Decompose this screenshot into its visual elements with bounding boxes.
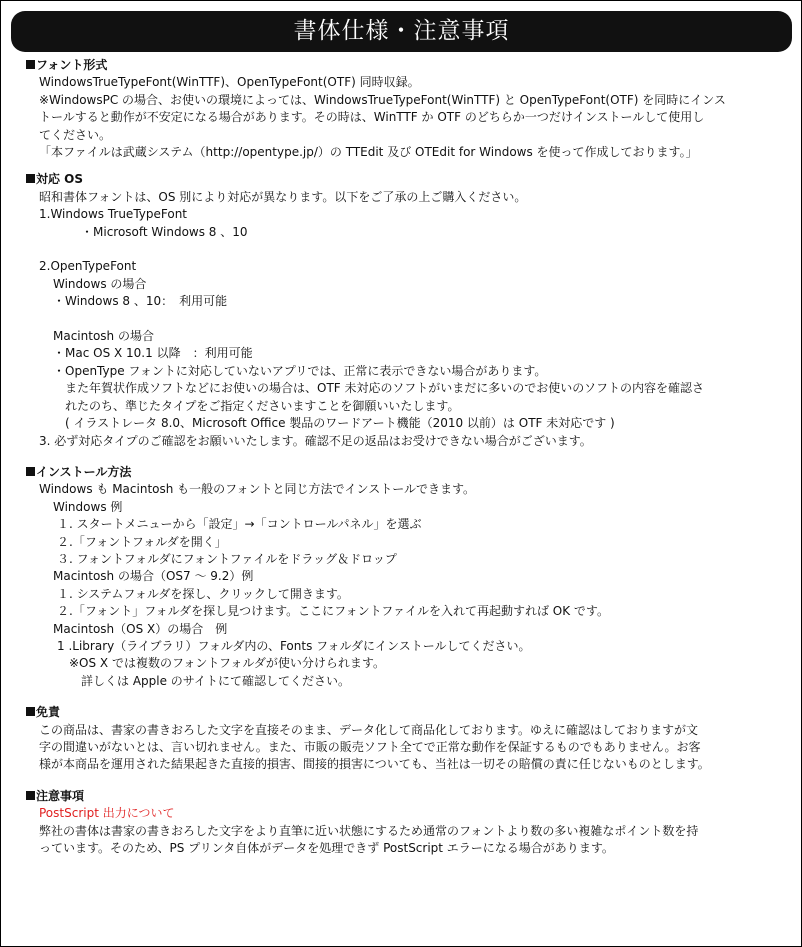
title-bar [11, 11, 792, 52]
text-line: ・OpenType フォントに対応していないアプリでは、正常に表示できない場合があります。 [53, 363, 547, 378]
text-line: 「本ファイルは武蔵システム（http://opentype.jp/）の TTEdit 及び OTEdit for Windows を使って作成しております。」 [39, 145, 698, 160]
text-line: ・Mac OS X 10.1 以降 ：利用可能 [53, 346, 253, 361]
text-line: 1.Windows TrueTypeFont [39, 207, 188, 222]
section-supported-os [1, 171, 801, 449]
text-line: れたのち、準じたタイプをご指定くださいますことを御願いいたします。 [65, 398, 460, 413]
section-font-format [1, 57, 801, 161]
section-heading: フォント形式 [1, 57, 801, 74]
text-line: Windows 例 [53, 499, 123, 514]
text-line: Windows も Macintosh も一般のフォントと同じ方法でインストールできます。 [39, 482, 476, 497]
text-line: 詳しくは Apple のサイトにて確認してください。 [81, 673, 350, 688]
text-line: 字の間違いがないとは、言い切れません。また、市販の販売ソフト全てで正常な動作を保証するものでもありません。お客 [39, 740, 701, 754]
text-line: ・Windows 8 、10： 利用可能 [53, 294, 228, 309]
text-line: 2.OpenTypeFont [39, 259, 137, 274]
section-heading: 免責 [1, 704, 801, 721]
section-heading: 対応 OS [1, 171, 801, 188]
text-line: Macintosh の場合 [53, 329, 154, 344]
text-line: WindowsTrueTypeFont(WinTTF)、OpenTypeFont(OTF) 同時収録。 [39, 75, 420, 90]
text-line: １. システムフォルダを探し、クリックして開きます。 [57, 586, 349, 601]
text-line: ( イラストレータ 8.0、Microsoft Office 製品のワードアート機能（2010 以前）は OTF 未対応です ) [65, 416, 615, 431]
text-line: ※OS X では複数のフォントフォルダが使い分けられます。 [69, 656, 385, 671]
spacer [1, 241, 801, 258]
section-install [1, 464, 801, 690]
section-notes [1, 788, 801, 858]
text-line: てください。 [39, 127, 112, 142]
square-bullet-icon [26, 791, 35, 800]
text-line: ２.「フォントフォルダを開く」 [57, 534, 227, 549]
text-line: Windows の場合 [53, 276, 147, 291]
text-line: 昭和書体フォントは、OS 別により対応が異なります。以下をご了承の上ご購入ください。 [39, 189, 527, 204]
text-line: この商品は、書家の書きおろした文字を直接そのまま、データ化して商品化しております。ゆえに確認はしておりますが文 [39, 722, 699, 737]
text-line: １. スタートメニューから「設定」→「コントロールパネル」を選ぶ [57, 517, 422, 532]
content [1, 57, 801, 867]
spacer [1, 311, 801, 328]
text-line: ３. フォントフォルダにフォントファイルをドラッグ＆ドロップ [57, 551, 397, 566]
square-bullet-icon [26, 60, 35, 69]
text-line: トールすると動作が不安定になる場合があります。その時は、WinTTF か OTF のどちらか一つだけインストールして使用し [39, 110, 705, 125]
text-line: ２.「フォント」フォルダを探し見つけます。ここにフォントファイルを入れて再起動すれば OK です。 [57, 604, 609, 619]
text-line: 様が本商品を運用された結果起きた直接的損害、間接的損害についても、当社は一切その賠償の責に任じないものとします。 [39, 757, 710, 772]
text-line: 弊社の書体は書家の書きおろした文字をより直筆に近い状態にするため通常のフォントより数の多い複雑なポイント数を持 [39, 823, 699, 838]
section-disclaimer [1, 704, 801, 774]
square-bullet-icon [26, 174, 35, 183]
text-line: Macintosh の場合（OS7 〜 9.2）例 [53, 569, 254, 584]
section-heading: インストール方法 [1, 464, 801, 481]
text-line: 1 .Library（ライブラリ）フォルダ内の、Fonts フォルダにインストールしてください。 [57, 638, 531, 653]
page-title: 書体仕様・注意事項 [293, 18, 510, 44]
text-line: 3. 必ず対応タイプのご確認をお願いいたします。確認不足の返品はお受けできない場合がございます。 [39, 433, 592, 448]
square-bullet-icon [26, 707, 35, 716]
text-line: っています。そのため、PS プリンタ自体がデータを処理できず PostScript エラーになる場合があります。 [39, 841, 614, 856]
text-line: ※WindowsPC の場合、お使いの環境によっては、WindowsTrueTypeFont(WinTTF) と OpenTypeFont(OTF) を同時にインス [39, 92, 726, 107]
section-heading: 注意事項 [1, 788, 801, 805]
notes-subheading: PostScript 出力について [39, 806, 175, 821]
text-line: Macintosh（OS X）の場合 例 [53, 621, 228, 636]
square-bullet-icon [26, 467, 35, 476]
text-line: また年賀状作成ソフトなどにお使いの場合は、OTF 未対応のソフトがいまだに多いのでお使いのソフトの内容を確認さ [65, 381, 705, 396]
text-line: ・Microsoft Windows 8 、10 [81, 224, 248, 239]
